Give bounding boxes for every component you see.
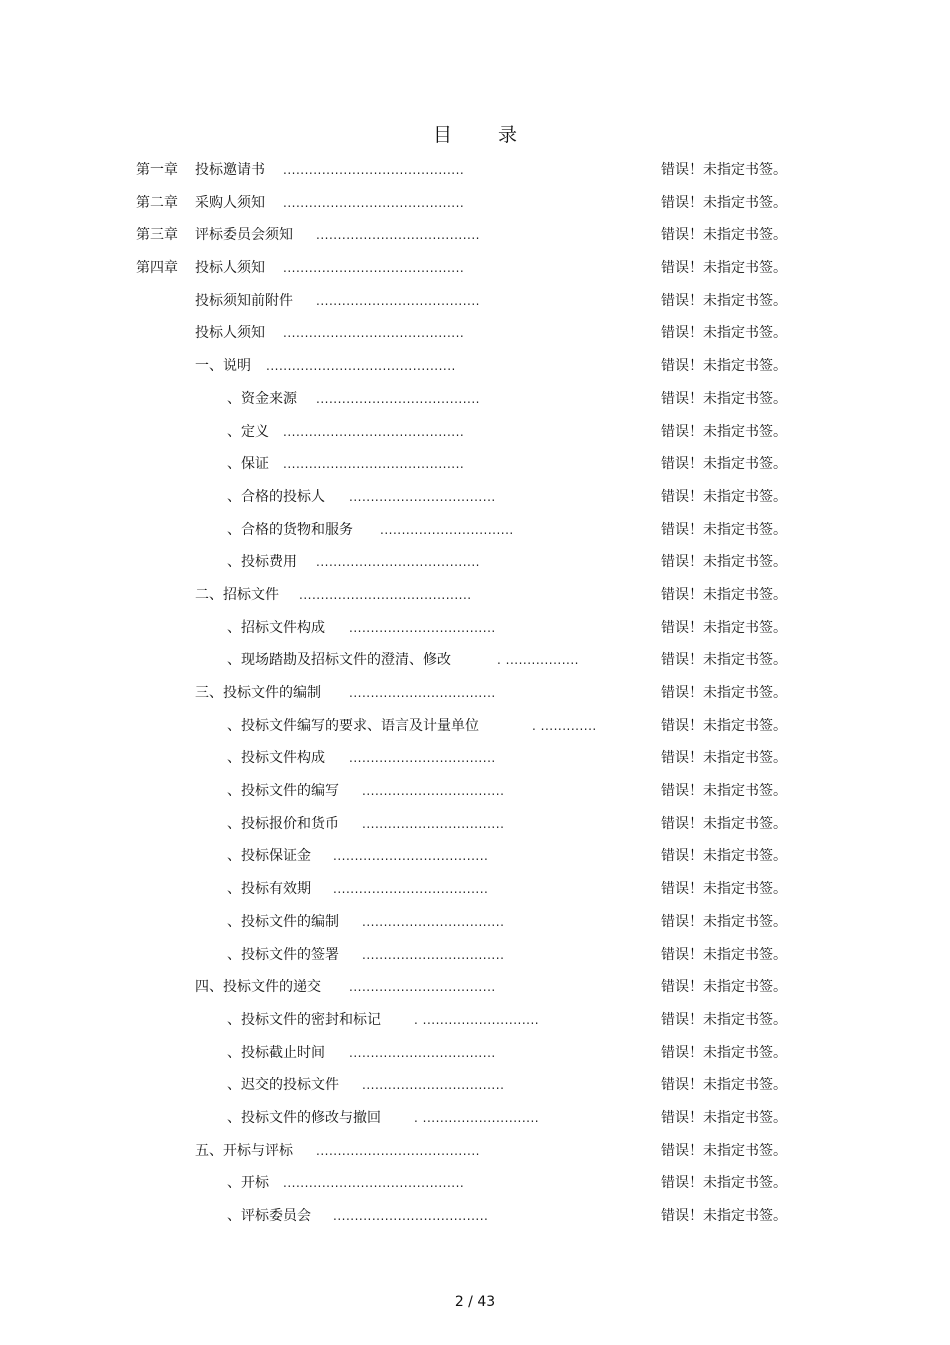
toc-dot-leader: . ...........................	[414, 1110, 540, 1125]
toc-entry-title: 投标人须知	[195, 325, 265, 342]
toc-page-reference: 错误！未指定书签。	[661, 358, 787, 375]
toc-dot-leader: ........................................	[299, 587, 472, 602]
toc-page-reference: 错误！未指定书签。	[661, 488, 787, 505]
toc-entry[interactable]	[0, 481, 950, 514]
toc-entry-title: 、投标文件的签署	[227, 946, 339, 963]
toc-entry[interactable]	[0, 808, 950, 841]
toc-page-reference: 错误！未指定书签。	[661, 1175, 787, 1192]
toc-entry-title: 、投标文件构成	[227, 750, 325, 767]
toc-entry-title: 、资金来源	[227, 390, 297, 407]
toc-page-reference: 错误！未指定书签。	[661, 227, 787, 244]
toc-page-reference: 错误！未指定书签。	[661, 619, 787, 636]
toc-page-reference: 错误！未指定书签。	[661, 162, 787, 178]
toc-dot-leader: ....................................	[333, 849, 489, 864]
toc-entry-title: 、投标文件的修改与撤回	[227, 1109, 381, 1126]
toc-entry-title: 评标委员会须知	[195, 227, 293, 244]
toc-entry-title: 、合格的货物和服务	[227, 521, 353, 538]
toc-dot-leader: . ...........................	[414, 1012, 540, 1027]
toc-entry[interactable]	[0, 775, 950, 808]
toc-page-reference: 错误！未指定书签。	[661, 1077, 787, 1094]
toc-entry[interactable]	[0, 317, 950, 350]
toc-page-reference: 错误！未指定书签。	[661, 717, 787, 734]
toc-entry-title: 一、说明	[195, 358, 251, 375]
toc-entry[interactable]	[0, 1069, 950, 1102]
toc-dot-leader: ..........................................	[283, 326, 465, 341]
toc-dot-leader: ..................................	[349, 980, 496, 995]
toc-page-reference: 错误！未指定书签。	[661, 913, 787, 930]
toc-dot-leader: ..................................	[349, 620, 496, 635]
toc-entry-title: 五、开标与评标	[195, 1142, 293, 1159]
toc-entry[interactable]	[0, 742, 950, 775]
toc-page-reference: 错误！未指定书签。	[661, 194, 787, 211]
toc-entry-title: 四、投标文件的递交	[195, 979, 321, 996]
toc-entry[interactable]	[0, 416, 950, 449]
toc-entry[interactable]	[0, 906, 950, 939]
toc-entry-title: 、保证	[227, 456, 269, 473]
toc-page-reference: 错误！未指定书签。	[661, 456, 787, 473]
toc-page-reference: 错误！未指定书签。	[661, 423, 787, 440]
toc-dot-leader: ..........................................	[283, 195, 465, 210]
table-of-contents	[0, 154, 950, 1233]
toc-entry-title: 、投标文件的密封和标记	[227, 1011, 381, 1028]
toc-entry[interactable]	[0, 677, 950, 710]
toc-entry[interactable]	[0, 350, 950, 383]
toc-entry-title: 、现场踏勘及招标文件的澄清、修改	[227, 652, 451, 669]
toc-title: 目 录	[432, 124, 538, 146]
toc-page-reference: 错误！未指定书签。	[661, 292, 787, 309]
toc-entry-title: 、投标费用	[227, 554, 297, 571]
toc-entry-title: 、投标保证金	[227, 848, 311, 865]
toc-entry-title: 采购人须知	[195, 194, 265, 211]
toc-page-reference: 错误！未指定书签。	[661, 1208, 787, 1224]
toc-dot-leader: ....................................	[333, 1209, 489, 1223]
toc-dot-leader: ..................................	[349, 751, 496, 766]
toc-entry-title: 二、招标文件	[195, 586, 279, 603]
toc-page-reference: 错误！未指定书签。	[661, 652, 787, 669]
toc-page-reference: 错误！未指定书签。	[661, 554, 787, 571]
toc-dot-leader: ......................................	[316, 391, 480, 406]
toc-dot-leader: ......................................	[316, 1143, 480, 1158]
toc-page-reference: 错误！未指定书签。	[661, 1044, 787, 1061]
toc-page-reference: 错误！未指定书签。	[661, 750, 787, 767]
toc-entry[interactable]	[0, 1004, 950, 1037]
toc-page-reference: 错误！未指定书签。	[661, 521, 787, 538]
toc-entry-title: 、投标文件的编制	[227, 913, 339, 930]
toc-entry-title: 、迟交的投标文件	[227, 1077, 339, 1094]
toc-entry[interactable]	[0, 448, 950, 481]
toc-page-reference: 错误！未指定书签。	[661, 390, 787, 407]
toc-dot-leader: ..........................................	[283, 261, 465, 276]
toc-entry-title: 、招标文件构成	[227, 619, 325, 636]
toc-entry-title: 、投标文件的编写	[227, 783, 339, 800]
toc-entry-title: 投标须知前附件	[195, 292, 293, 309]
toc-page-reference: 错误！未指定书签。	[661, 260, 787, 277]
toc-entry[interactable]	[0, 514, 950, 547]
toc-dot-leader: ..........................................	[283, 457, 465, 472]
toc-entry-title: 投标人须知	[195, 260, 265, 277]
toc-chapter-label: 第三章	[136, 227, 178, 244]
toc-dot-leader: ....................................	[333, 882, 489, 897]
toc-dot-leader: ......................................	[316, 228, 480, 243]
toc-entry[interactable]	[0, 252, 950, 285]
toc-entry[interactable]	[0, 1167, 950, 1200]
toc-dot-leader: ..........................................	[283, 424, 465, 439]
toc-dot-leader: ............................................	[266, 359, 456, 374]
toc-entry[interactable]	[0, 187, 950, 220]
toc-entry[interactable]	[0, 612, 950, 645]
toc-entry-title: 、投标报价和货币	[227, 815, 339, 832]
toc-entry-title: 、评标委员会	[227, 1208, 311, 1224]
toc-page-reference: 错误！未指定书签。	[661, 325, 787, 342]
toc-entry-title: 、投标有效期	[227, 881, 311, 898]
toc-page-reference: 错误！未指定书签。	[661, 1142, 787, 1159]
toc-page-reference: 错误！未指定书签。	[661, 586, 787, 603]
toc-entry[interactable]	[0, 840, 950, 873]
toc-entry[interactable]	[0, 1037, 950, 1070]
toc-dot-leader: ...............................	[380, 522, 514, 537]
toc-dot-leader: ..........................................	[283, 1176, 465, 1191]
toc-entry-title: 、开标	[227, 1175, 269, 1192]
toc-page-reference: 错误！未指定书签。	[661, 783, 787, 800]
toc-entry-title: 投标邀请书	[195, 162, 265, 178]
toc-entry[interactable]	[0, 1102, 950, 1135]
toc-chapter-label: 第二章	[136, 194, 178, 211]
toc-page-reference: 错误！未指定书签。	[661, 1109, 787, 1126]
toc-dot-leader: ..................................	[349, 1045, 496, 1060]
toc-dot-leader: ......................................	[316, 293, 480, 308]
toc-page-reference: 错误！未指定书签。	[661, 881, 787, 898]
toc-entry[interactable]	[0, 285, 950, 318]
toc-entry-title: 、定义	[227, 423, 269, 440]
toc-entry-title: 、投标截止时间	[227, 1044, 325, 1061]
toc-dot-leader: .................................	[362, 914, 505, 929]
toc-entry-title: 、投标文件编写的要求、语言及计量单位	[227, 717, 479, 734]
toc-entry[interactable]	[0, 1200, 950, 1233]
toc-entry[interactable]	[0, 939, 950, 972]
toc-dot-leader: .................................	[362, 784, 505, 799]
toc-dot-leader: ......................................	[316, 555, 480, 570]
toc-entry[interactable]	[0, 546, 950, 579]
toc-page-reference: 错误！未指定书签。	[661, 946, 787, 963]
toc-dot-leader: . .............	[532, 718, 597, 733]
toc-dot-leader: ..................................	[349, 686, 496, 700]
toc-entry-title: 三、投标文件的编制	[195, 685, 321, 701]
toc-entry[interactable]	[0, 710, 950, 743]
toc-entry[interactable]	[0, 219, 950, 252]
toc-entry[interactable]	[0, 971, 950, 1004]
toc-entry[interactable]	[0, 1135, 950, 1168]
toc-entry[interactable]	[0, 644, 950, 677]
toc-page-reference: 错误！未指定书签。	[661, 1011, 787, 1028]
toc-entry-title: 、合格的投标人	[227, 488, 325, 505]
toc-entry[interactable]	[0, 383, 950, 416]
toc-chapter-label: 第四章	[136, 260, 178, 277]
toc-dot-leader: . .................	[497, 653, 579, 668]
toc-dot-leader: .................................	[362, 816, 505, 831]
page-number: 2 / 43	[454, 1294, 496, 1310]
toc-entry[interactable]	[0, 154, 950, 187]
toc-page-reference: 错误！未指定书签。	[661, 979, 787, 996]
toc-page-reference: 错误！未指定书签。	[661, 685, 787, 701]
toc-entry[interactable]	[0, 873, 950, 906]
toc-entry[interactable]	[0, 579, 950, 612]
toc-page-reference: 错误！未指定书签。	[661, 848, 787, 865]
toc-dot-leader: ..........................................	[283, 163, 465, 177]
toc-dot-leader: .................................	[362, 947, 505, 962]
toc-dot-leader: ..................................	[349, 489, 496, 504]
toc-dot-leader: .................................	[362, 1078, 505, 1093]
toc-chapter-label: 第一章	[136, 162, 178, 178]
toc-page-reference: 错误！未指定书签。	[661, 815, 787, 832]
